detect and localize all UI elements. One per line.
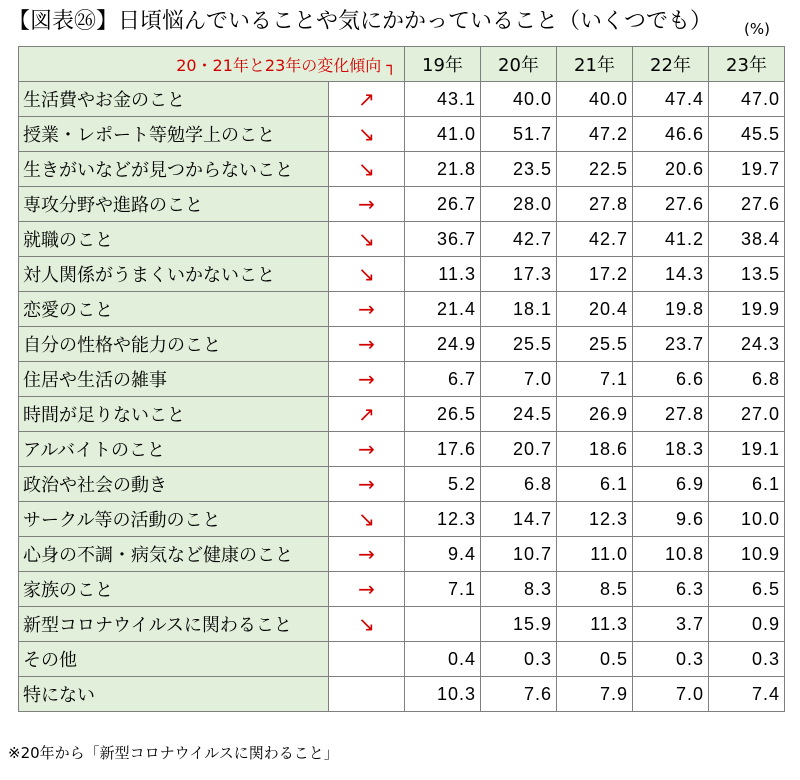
value-cell: 10.3 bbox=[405, 677, 481, 712]
value-cell: 0.3 bbox=[481, 642, 557, 677]
value-cell: 19.8 bbox=[633, 292, 709, 327]
value-cell: 18.1 bbox=[481, 292, 557, 327]
trend-arrow-icon: → bbox=[329, 467, 405, 502]
trend-arrow-icon: → bbox=[329, 327, 405, 362]
value-cell: 41.0 bbox=[405, 117, 481, 152]
value-cell: 0.5 bbox=[557, 642, 633, 677]
value-cell: 47.0 bbox=[709, 82, 785, 117]
value-cell: 46.6 bbox=[633, 117, 709, 152]
table-row bbox=[19, 117, 785, 152]
value-cell: 0.4 bbox=[405, 642, 481, 677]
year-header: 23年 bbox=[709, 47, 785, 82]
value-cell: 21.4 bbox=[405, 292, 481, 327]
value-cell: 6.1 bbox=[557, 467, 633, 502]
row-label: 新型コロナウイルスに関わること bbox=[19, 607, 329, 642]
value-cell: 12.3 bbox=[405, 502, 481, 537]
value-cell: 17.2 bbox=[557, 257, 633, 292]
value-cell: 21.8 bbox=[405, 152, 481, 187]
row-label: 政治や社会の動き bbox=[19, 467, 329, 502]
value-cell bbox=[405, 607, 481, 642]
trend-arrow-icon: → bbox=[329, 572, 405, 607]
value-cell: 24.3 bbox=[709, 327, 785, 362]
value-cell: 27.6 bbox=[633, 187, 709, 222]
table-row bbox=[19, 607, 785, 642]
trend-arrow-icon: ↘ bbox=[329, 607, 405, 642]
value-cell: 20.4 bbox=[557, 292, 633, 327]
data-table bbox=[18, 46, 785, 712]
table-row bbox=[19, 397, 785, 432]
row-label: 特にない bbox=[19, 677, 329, 712]
value-cell: 20.6 bbox=[633, 152, 709, 187]
year-header: 19年 bbox=[405, 47, 481, 82]
table-row bbox=[19, 187, 785, 222]
trend-arrow-icon: → bbox=[329, 292, 405, 327]
value-cell: 42.7 bbox=[557, 222, 633, 257]
table-row bbox=[19, 432, 785, 467]
row-label: 住居や生活の雑事 bbox=[19, 362, 329, 397]
value-cell: 6.1 bbox=[709, 467, 785, 502]
table-row bbox=[19, 257, 785, 292]
value-cell: 7.1 bbox=[405, 572, 481, 607]
row-label: 就職のこと bbox=[19, 222, 329, 257]
value-cell: 8.5 bbox=[557, 572, 633, 607]
value-cell: 6.5 bbox=[709, 572, 785, 607]
value-cell: 45.5 bbox=[709, 117, 785, 152]
value-cell: 24.5 bbox=[481, 397, 557, 432]
trend-arrow-icon: ↘ bbox=[329, 117, 405, 152]
row-label: 生活費やお金のこと bbox=[19, 82, 329, 117]
value-cell: 6.8 bbox=[709, 362, 785, 397]
header-row bbox=[19, 47, 785, 82]
value-cell: 47.4 bbox=[633, 82, 709, 117]
row-label: 自分の性格や能力のこと bbox=[19, 327, 329, 362]
table-row bbox=[19, 152, 785, 187]
value-cell: 26.5 bbox=[405, 397, 481, 432]
row-label: 専攻分野や進路のこと bbox=[19, 187, 329, 222]
row-label: アルバイトのこと bbox=[19, 432, 329, 467]
trend-arrow-icon: ↗ bbox=[329, 397, 405, 432]
year-header: 21年 bbox=[557, 47, 633, 82]
value-cell: 6.7 bbox=[405, 362, 481, 397]
year-header: 20年 bbox=[481, 47, 557, 82]
value-cell: 18.6 bbox=[557, 432, 633, 467]
value-cell: 27.6 bbox=[709, 187, 785, 222]
trend-arrow-icon bbox=[329, 642, 405, 677]
value-cell: 51.7 bbox=[481, 117, 557, 152]
table-row bbox=[19, 537, 785, 572]
value-cell: 7.9 bbox=[557, 677, 633, 712]
value-cell: 0.3 bbox=[633, 642, 709, 677]
table-row bbox=[19, 677, 785, 712]
row-label: 恋愛のこと bbox=[19, 292, 329, 327]
value-cell: 18.3 bbox=[633, 432, 709, 467]
value-cell: 0.9 bbox=[709, 607, 785, 642]
value-cell: 36.7 bbox=[405, 222, 481, 257]
value-cell: 7.4 bbox=[709, 677, 785, 712]
row-label: サークル等の活動のこと bbox=[19, 502, 329, 537]
value-cell: 15.9 bbox=[481, 607, 557, 642]
trend-arrow-icon bbox=[329, 677, 405, 712]
value-cell: 22.5 bbox=[557, 152, 633, 187]
value-cell: 9.6 bbox=[633, 502, 709, 537]
value-cell: 20.7 bbox=[481, 432, 557, 467]
value-cell: 25.5 bbox=[481, 327, 557, 362]
row-label: 家族のこと bbox=[19, 572, 329, 607]
value-cell: 9.4 bbox=[405, 537, 481, 572]
value-cell: 13.5 bbox=[709, 257, 785, 292]
value-cell: 11.0 bbox=[557, 537, 633, 572]
table-row bbox=[19, 467, 785, 502]
value-cell: 47.2 bbox=[557, 117, 633, 152]
value-cell: 41.2 bbox=[633, 222, 709, 257]
value-cell: 7.1 bbox=[557, 362, 633, 397]
trend-arrow-icon: ↗ bbox=[329, 82, 405, 117]
value-cell: 24.9 bbox=[405, 327, 481, 362]
value-cell: 11.3 bbox=[557, 607, 633, 642]
table-row bbox=[19, 327, 785, 362]
value-cell: 6.8 bbox=[481, 467, 557, 502]
value-cell: 14.7 bbox=[481, 502, 557, 537]
row-label: 時間が足りないこと bbox=[19, 397, 329, 432]
value-cell: 43.1 bbox=[405, 82, 481, 117]
row-label: その他 bbox=[19, 642, 329, 677]
trend-arrow-icon: ↘ bbox=[329, 222, 405, 257]
value-cell: 0.3 bbox=[709, 642, 785, 677]
trend-arrow-icon: ↘ bbox=[329, 502, 405, 537]
value-cell: 19.9 bbox=[709, 292, 785, 327]
value-cell: 7.6 bbox=[481, 677, 557, 712]
value-cell: 10.0 bbox=[709, 502, 785, 537]
value-cell: 8.3 bbox=[481, 572, 557, 607]
trend-header: 20・21年と23年の変化傾向 ┐ bbox=[19, 47, 405, 82]
value-cell: 10.9 bbox=[709, 537, 785, 572]
value-cell: 38.4 bbox=[709, 222, 785, 257]
value-cell: 23.5 bbox=[481, 152, 557, 187]
trend-arrow-icon: → bbox=[329, 187, 405, 222]
value-cell: 6.6 bbox=[633, 362, 709, 397]
value-cell: 6.3 bbox=[633, 572, 709, 607]
value-cell: 17.6 bbox=[405, 432, 481, 467]
value-cell: 27.0 bbox=[709, 397, 785, 432]
table-row bbox=[19, 642, 785, 677]
value-cell: 12.3 bbox=[557, 502, 633, 537]
figure-title: 【図表㉖】日頃悩んでいることや気にかかっていること（いくつでも） bbox=[8, 9, 713, 34]
table-row bbox=[19, 82, 785, 117]
value-cell: 40.0 bbox=[557, 82, 633, 117]
row-label: 生きがいなどが見つからないこと bbox=[19, 152, 329, 187]
row-label: 心身の不調・病気など健康のこと bbox=[19, 537, 329, 572]
value-cell: 19.7 bbox=[709, 152, 785, 187]
value-cell: 23.7 bbox=[633, 327, 709, 362]
value-cell: 3.7 bbox=[633, 607, 709, 642]
trend-arrow-icon: → bbox=[329, 537, 405, 572]
row-label: 授業・レポート等勉学上のこと bbox=[19, 117, 329, 152]
row-label: 対人関係がうまくいかないこと bbox=[19, 257, 329, 292]
value-cell: 10.8 bbox=[633, 537, 709, 572]
value-cell: 7.0 bbox=[633, 677, 709, 712]
value-cell: 19.1 bbox=[709, 432, 785, 467]
value-cell: 25.5 bbox=[557, 327, 633, 362]
table-row bbox=[19, 292, 785, 327]
trend-arrow-icon: → bbox=[329, 362, 405, 397]
value-cell: 7.0 bbox=[481, 362, 557, 397]
value-cell: 27.8 bbox=[633, 397, 709, 432]
value-cell: 17.3 bbox=[481, 257, 557, 292]
table-row bbox=[19, 572, 785, 607]
value-cell: 6.9 bbox=[633, 467, 709, 502]
trend-arrow-icon: ↘ bbox=[329, 152, 405, 187]
value-cell: 14.3 bbox=[633, 257, 709, 292]
value-cell: 5.2 bbox=[405, 467, 481, 502]
value-cell: 26.9 bbox=[557, 397, 633, 432]
unit-label: (%) bbox=[744, 20, 770, 38]
value-cell: 40.0 bbox=[481, 82, 557, 117]
value-cell: 27.8 bbox=[557, 187, 633, 222]
footnote: ※20年から「新型コロナウイルスに関わること」 bbox=[8, 744, 339, 762]
year-header: 22年 bbox=[633, 47, 709, 82]
trend-arrow-icon: → bbox=[329, 432, 405, 467]
value-cell: 10.7 bbox=[481, 537, 557, 572]
value-cell: 11.3 bbox=[405, 257, 481, 292]
value-cell: 28.0 bbox=[481, 187, 557, 222]
table-row bbox=[19, 362, 785, 397]
value-cell: 26.7 bbox=[405, 187, 481, 222]
trend-arrow-icon: ↘ bbox=[329, 257, 405, 292]
table-row bbox=[19, 222, 785, 257]
table-row bbox=[19, 502, 785, 537]
value-cell: 42.7 bbox=[481, 222, 557, 257]
